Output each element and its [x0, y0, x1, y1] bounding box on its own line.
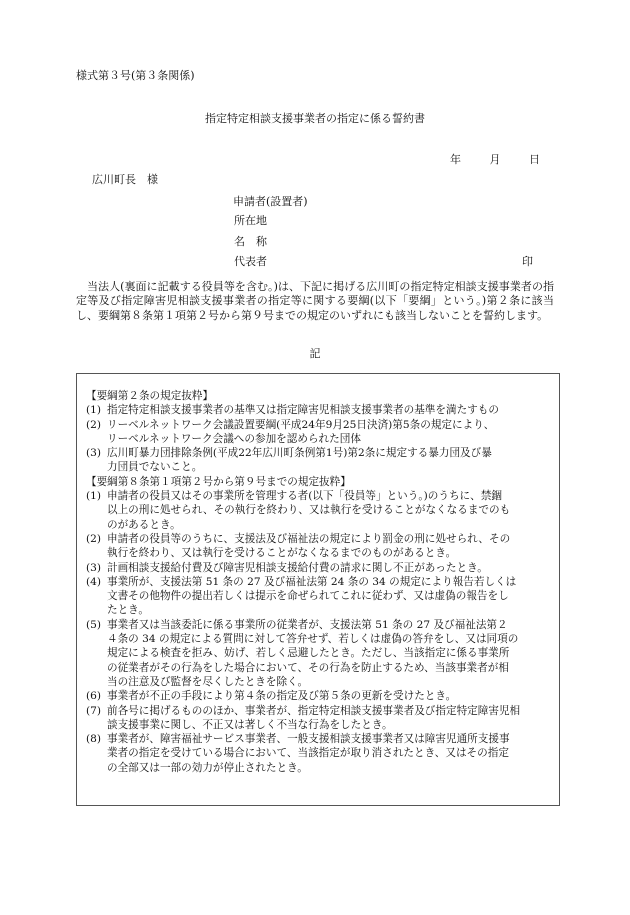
item-text-line: 談支援事業に関し、不正又は著しく不当な行為をしたとき。: [107, 718, 393, 731]
date-year: 年: [450, 153, 461, 166]
item-text: [107, 403, 552, 417]
item-number: (2): [86, 418, 102, 431]
item-text: [107, 575, 552, 618]
regulation-excerpt-box: [76, 373, 560, 806]
list-item: [86, 618, 552, 689]
pledge-text: 当法人(裏面に記載する役員等を含む。)は、下記に掲げる広川町の指定特定相談支援事業者の指定等及び指定障害児相談支援事業者の指定等に関する要綱(以下「要綱」という。)第２条に該当し、要綱第８条第１項第２号から第９号までの規定のいずれにも該当しないことを誓約します。: [76, 280, 554, 322]
list-item: [86, 418, 552, 447]
item-text-line: のがあるとき。: [107, 518, 181, 531]
applicant-label: 申請者(設置者): [233, 195, 308, 208]
list-item: [86, 403, 552, 417]
ki-heading: 記: [309, 347, 321, 360]
list-item: [86, 689, 552, 703]
list-item: [86, 532, 552, 561]
name-label: 名 称: [234, 235, 267, 248]
form-number: 様式第３号(第３条関係): [76, 69, 195, 82]
item-text-line: 事業者が不正の手段により第４条の指定及び第５条の更新を受けたとき。: [107, 690, 457, 703]
date-month: 月: [489, 153, 501, 166]
item-text-line: 事業所が、支援法第 51 条の 27 及び福祉法第 24 条の 34 の規定により報告若しくは: [107, 575, 517, 588]
item-text-line: リーベルネットワーク会議設置要綱(平成24年9月25日決済)第5条の規定により、: [107, 418, 495, 431]
item-text: [107, 418, 552, 447]
item-text-line: 申請者の役員又はその事業所を管理する者(以下「役員等」という。)のうちに、禁錮: [107, 490, 502, 503]
item-text-line: 指定特定相談支援事業者の基準又は指定障害児相談支援事業者の基準を満たすもの: [107, 404, 499, 417]
item-number: (6): [86, 690, 102, 703]
list-item: [86, 489, 552, 532]
address-label: 所在地: [234, 214, 267, 227]
item-number: (2): [86, 532, 102, 545]
item-text-line: の全部又は一部の効力が停止されたとき。: [107, 761, 308, 774]
item-text-line: 以上の刑に処せられ、その執行を終わり、又は執行を受けることがなくなるまでのも: [107, 504, 511, 517]
section2-list: [86, 489, 552, 775]
list-item: [86, 561, 552, 575]
date-line: [450, 153, 540, 167]
item-number: (1): [86, 490, 102, 503]
item-number: (3): [86, 447, 102, 460]
section-header: 【要綱第２条の規定抜粋】: [86, 390, 214, 402]
list-item: [86, 446, 552, 475]
item-text-line: 規定による検査を拒み、妨げ、若しく忌避したとき。ただし、当該指定に係る事業所: [107, 647, 510, 660]
list-item: [86, 704, 552, 733]
list-item: [86, 732, 552, 775]
seal-mark: 印: [522, 255, 533, 268]
regulation-excerpt-content: [86, 389, 552, 775]
item-text-line: 力団員でないこと。: [107, 461, 203, 474]
item-text-line: 申請者の役員等のうちに、支援法及び福祉法の規定により罰金の刑に処せられ、その: [107, 532, 511, 545]
item-text-line: たとき。: [107, 604, 149, 617]
item-number: (1): [86, 404, 102, 417]
item-text-line: 業者の指定を受けている場合において、当該指定が取り消されたとき、又はその指定: [107, 747, 509, 760]
item-text: [107, 618, 552, 689]
item-text-line: 事業者又は当該委託に係る事業所の従業者が、支援法第 51 条の 27 及び福祉法第２: [107, 618, 508, 631]
item-text: [107, 532, 552, 561]
item-text-line: ４条の 34 の規定による質問に対して答弁せず、若しくは虚偽の答弁をし、又は同項の: [107, 633, 519, 646]
item-number: (7): [86, 704, 102, 717]
item-text: [107, 561, 552, 575]
item-text: [107, 446, 552, 475]
item-number: (4): [86, 575, 102, 588]
item-text-line: 当の注意及び監督を尽くしたときを除く。: [107, 675, 309, 688]
item-text-line: 文書その他物件の提出若しくは提示を命ぜられてこれに従わず、又は虚偽の報告をし: [107, 590, 509, 603]
list-item: [86, 575, 552, 618]
section-header: 【要綱第８条第１項第２号から第９号までの規定抜粋】: [86, 475, 351, 488]
item-text-line: 広川町暴力団排除条例(平成22年広川町条例第1号)第2条に規定する暴力団及び暴: [107, 447, 492, 460]
item-text: [107, 732, 552, 775]
item-text: [107, 489, 552, 532]
item-text: [107, 704, 552, 733]
item-number: (8): [86, 733, 102, 746]
representative-label: 代表者: [234, 255, 267, 268]
item-text-line: リーベルネットワーク会議への参加を認められた団体: [107, 432, 361, 445]
document-title: 指定特定相談支援事業者の指定に係る誓約書: [205, 112, 425, 125]
item-text-line: 前各号に掲げるもののほか、事業者が、指定特定相談支援事業者及び指定特定障害児相: [107, 704, 521, 717]
item-text-line: 計画相談支援給付費及び障害児相談支援給付費の請求に関し不正があったとき。: [107, 561, 488, 574]
item-text-line: の従業者がその行為をした場合において、その行為を防止するため、当該事業者が相: [107, 661, 509, 674]
item-number: (3): [86, 561, 102, 574]
item-text-line: 執行を終わり、又は執行を受けることがなくなるまでのものがあるとき。: [107, 547, 457, 560]
item-text-line: 事業者が、障害福祉サービス事業者、一般支援相談支援事業者又は障害児通所支援事: [107, 733, 510, 746]
date-day: 日: [529, 153, 540, 166]
item-text: [107, 689, 552, 703]
addressee: 広川町長 様: [92, 173, 158, 186]
item-number: (5): [86, 618, 102, 631]
section1-list: [86, 403, 552, 474]
